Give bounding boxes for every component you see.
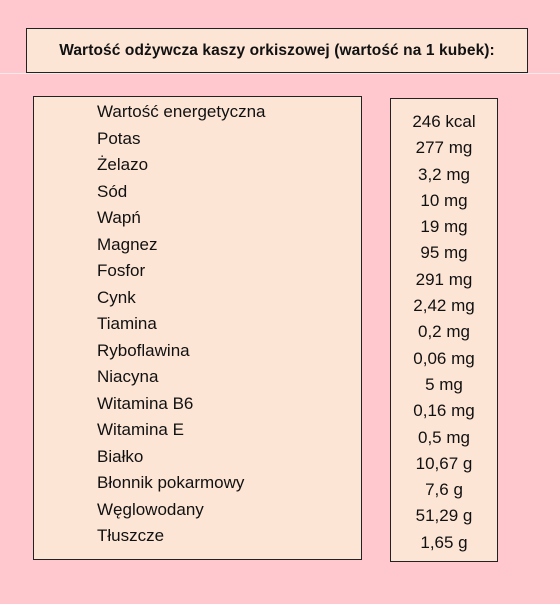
nutrient-value: 1,65 g (420, 532, 468, 552)
nutrient-value: 19 mg (420, 217, 468, 237)
nutrient-value-list (391, 109, 497, 556)
nutrient-value: 0,5 mg (418, 427, 470, 447)
nutrient-name: Tłuszcze (97, 526, 165, 545)
nutrient-names-box (33, 96, 362, 560)
nutrient-name: Niacyna (97, 367, 159, 386)
nutrient-name: Fosfor (97, 261, 146, 280)
nutrient-name: Witamina B6 (97, 393, 194, 413)
nutrient-value: 7,6 g (425, 480, 463, 500)
nutrient-value: 246 kcal (412, 112, 476, 131)
nutrient-name: Węglowodany (97, 499, 204, 519)
nutrient-value: 3,2 mg (418, 164, 470, 184)
nutrient-name: Wapń (97, 208, 141, 227)
nutrient-value: 0,2 mg (418, 322, 470, 342)
header-divider (0, 73, 560, 74)
page-title: Wartość odżywcza kaszy orkiszowej (wartość na 1 kubek): (59, 41, 495, 59)
nutrient-name: Potas (97, 128, 141, 148)
nutrient-value: 0,16 mg (413, 401, 475, 421)
nutrient-name: Wartość energetyczna (97, 102, 266, 121)
nutrient-value: 10,67 g (415, 453, 473, 473)
title-box (26, 28, 528, 73)
nutrient-value: 51,29 g (415, 506, 473, 526)
nutrient-name: Magnez (97, 234, 158, 254)
nutrient-value: 95 mg (420, 243, 468, 263)
nutrient-name: Białko (97, 446, 144, 466)
nutrient-name: Żelazo (97, 155, 149, 174)
nutrient-value: 10 mg (420, 190, 468, 210)
nutrient-value: 5 mg (425, 374, 463, 394)
nutrient-name: Sód (97, 181, 128, 201)
nutrient-name: Ryboflawina (97, 340, 190, 360)
nutrient-value: 0,06 mg (413, 348, 475, 368)
nutrient-name: Cynk (97, 287, 136, 307)
nutrient-values-box (390, 98, 498, 562)
nutrient-value: 291 mg (415, 269, 473, 289)
nutrient-name: Tiamina (97, 314, 157, 333)
nutrient-name: Witamina E (97, 420, 184, 439)
nutrient-name-list (34, 99, 361, 550)
nutrient-value: 2,42 mg (413, 296, 475, 316)
nutrient-value: 277 mg (415, 138, 473, 158)
nutrient-name: Błonnik pokarmowy (97, 473, 245, 492)
